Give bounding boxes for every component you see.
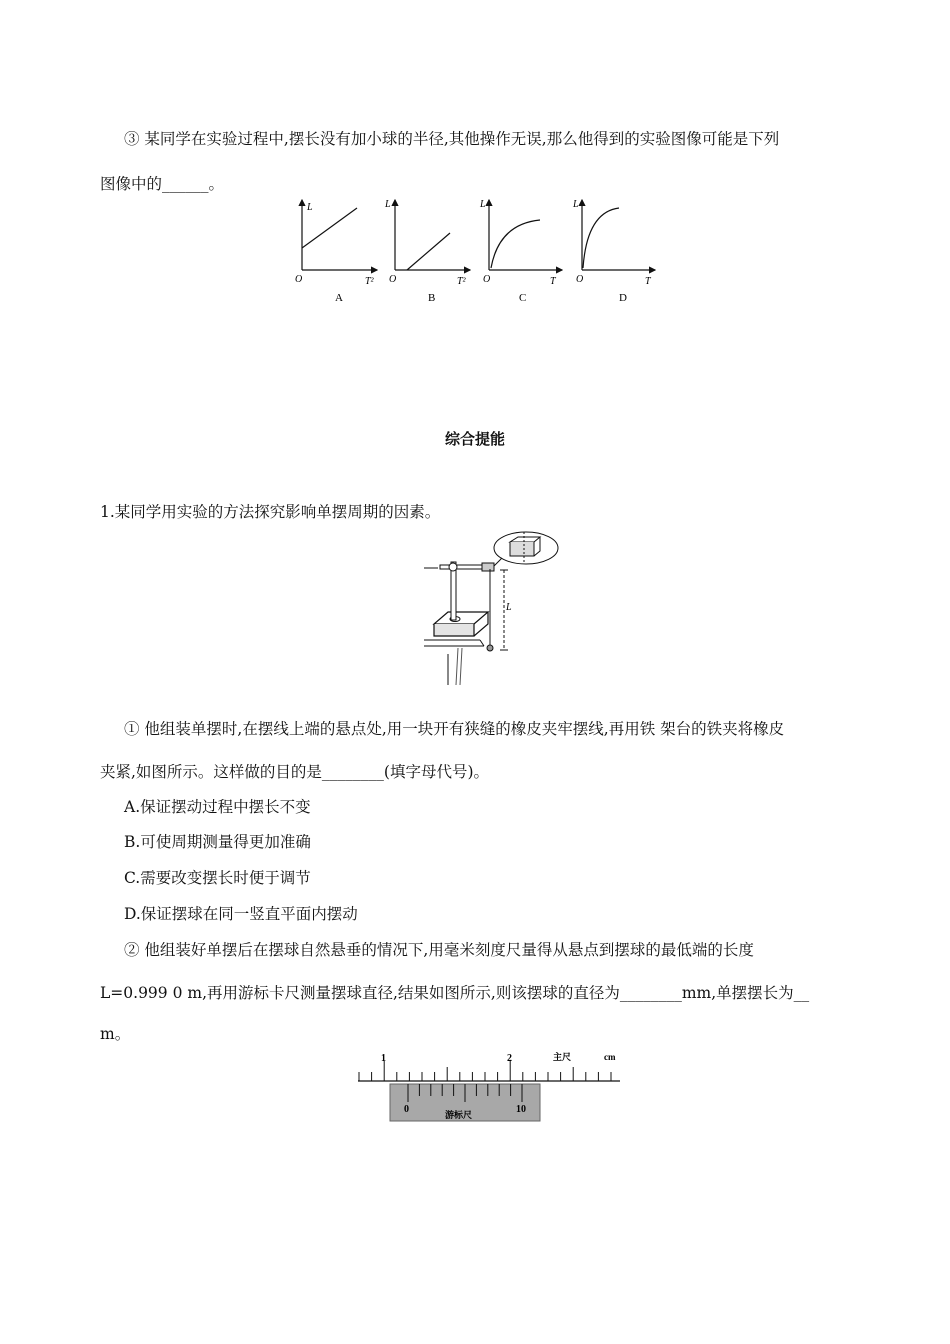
graph-d-xlabel: T	[645, 276, 651, 287]
option-a: A.保证摆动过程中摆长不变	[124, 798, 311, 816]
option-b: B.可使周期测量得更加准确	[124, 833, 311, 851]
option-d: D.保证摆球在同一竖直平面内摆动	[124, 905, 358, 923]
graph-b-option: B	[428, 292, 436, 304]
sub1-line2: 夹紧,如图所示。这样做的目的是________(填字母代号)。	[100, 763, 490, 781]
q3-line2: 图像中的______。	[100, 175, 225, 193]
graph-d-option: D	[619, 292, 627, 304]
main-scale-1: 1	[381, 1053, 386, 1064]
graph-a-ylabel: L	[307, 202, 313, 213]
graph-d	[572, 199, 655, 304]
graph-a-xlabel: T²	[365, 276, 374, 287]
graph-b-curve	[407, 233, 450, 270]
graph-c-xlabel: T	[550, 276, 556, 287]
section-title: 综合提能	[444, 430, 505, 448]
graph-d-origin: O	[576, 274, 584, 285]
graph-a	[295, 200, 377, 304]
vernier-10: 10	[516, 1104, 526, 1115]
pendulum-figure	[418, 528, 563, 688]
graph-c-curve	[491, 220, 540, 268]
main-scale-label: 主尺	[553, 1052, 572, 1062]
sub2-line2: L=0.999 0 m,再用游标卡尺测量摆球直径,结果如图所示,则该摆球的直径为________mm,单摆摆长为__	[100, 984, 810, 1002]
graph-b-origin: O	[389, 274, 397, 285]
main-scale-2: 2	[507, 1053, 512, 1064]
q3-line1: ③ 某同学在实验过程中,摆长没有加小球的半径,其他操作无误,那么他得到的实验图像可能是下列	[124, 130, 780, 148]
graph-c	[479, 199, 562, 304]
graph-c-option: C	[519, 292, 527, 304]
graph-d-ylabel: L	[573, 199, 579, 210]
graph-a-option: A	[335, 292, 343, 304]
graph-c-origin: O	[483, 274, 491, 285]
graph-a-origin: O	[295, 274, 303, 285]
graph-b-ylabel: L	[385, 199, 391, 210]
graph-c-ylabel: L	[480, 199, 486, 210]
graph-b	[384, 199, 470, 304]
sub2-line1: ② 他组装好单摆后在摆球自然悬垂的情况下,用毫米刻度尺量得从悬点到摆球的最低端的长度	[124, 941, 754, 959]
sub1-line1: ① 他组装单摆时,在摆线上端的悬点处,用一块开有狭缝的橡皮夹牢摆线,再用铁 架台的铁夹将橡皮	[124, 720, 785, 738]
graph-d-curve	[583, 208, 619, 268]
vernier-caliper	[350, 1046, 630, 1126]
graph-b-xlabel: T²	[457, 276, 466, 287]
graph-a-curve	[302, 208, 357, 248]
pendulum-length-label: L	[506, 602, 512, 613]
vernier-label: 游标尺	[445, 1110, 473, 1120]
problem-1-stem: 1.某同学用实验的方法探究影响单摆周期的因素。	[100, 503, 441, 521]
option-c: C.需要改变摆长时便于调节	[124, 869, 311, 887]
vernier-0: 0	[404, 1104, 409, 1115]
main-scale-unit: cm	[604, 1052, 616, 1062]
graph-options	[285, 196, 665, 308]
sub2-line3: m。	[100, 1025, 131, 1043]
